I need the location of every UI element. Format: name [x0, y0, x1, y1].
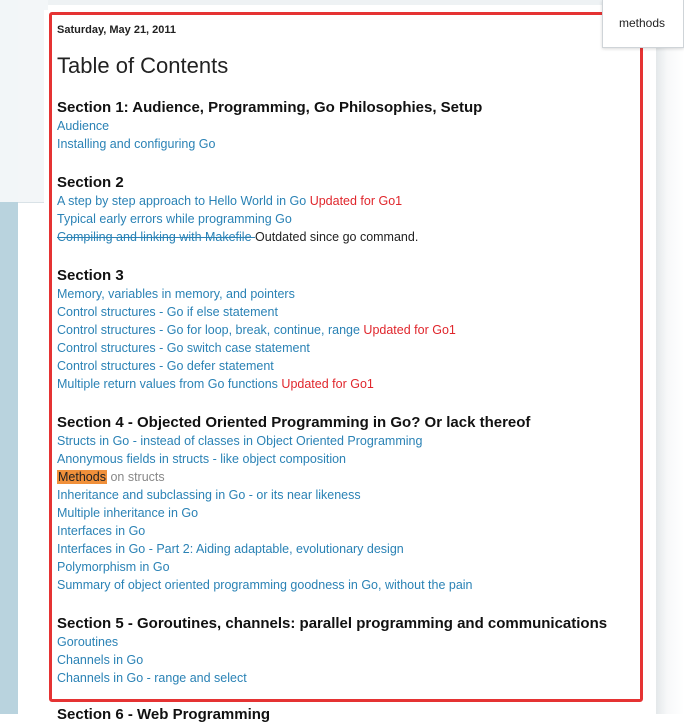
- list-item: [57, 303, 647, 321]
- post-content: [57, 22, 647, 687]
- list-item: [57, 228, 647, 246]
- list-item-text: on structs: [110, 470, 165, 484]
- section-4: [57, 414, 647, 594]
- section-heading: Section 3: [57, 267, 124, 284]
- list-item: [57, 468, 647, 486]
- list-item: [57, 576, 647, 594]
- toc-link[interactable]: Channels in Go - range and select: [57, 671, 247, 685]
- section-2: [57, 174, 647, 246]
- toc-link[interactable]: Typical early errors while programming Go: [57, 212, 292, 226]
- list-item: [57, 504, 647, 522]
- toc-link[interactable]: Inheritance and subclassing in Go - or its near likeness: [57, 488, 361, 502]
- list-item: [57, 558, 647, 576]
- toc-link[interactable]: Summary of object oriented programming goodness in Go, without the pain: [57, 578, 473, 592]
- search-highlight: Methods: [58, 470, 106, 484]
- toc-link[interactable]: A step by step approach to Hello World in Go: [57, 194, 307, 208]
- list-item: [57, 522, 647, 540]
- toc-link[interactable]: Installing and configuring Go: [57, 137, 216, 151]
- updated-note: Updated for Go1: [309, 194, 403, 208]
- list-item: [57, 486, 647, 504]
- section-3: [57, 267, 647, 393]
- section-heading: Section 2: [57, 174, 124, 191]
- toc-link-outdated[interactable]: Compiling and linking with Makefile: [57, 230, 256, 244]
- list-item: [57, 633, 647, 651]
- list-item: [57, 285, 647, 303]
- toc-link[interactable]: Audience: [57, 119, 110, 133]
- outdated-note: Outdated since go command.: [255, 230, 419, 244]
- list-item: [57, 357, 647, 375]
- find-query: methods: [619, 16, 666, 30]
- list-item: [57, 339, 647, 357]
- list-item: [57, 651, 647, 669]
- list-item: [57, 432, 647, 450]
- page-background-left: [0, 0, 18, 714]
- page-title: Table of Contents: [57, 53, 229, 78]
- list-item: [57, 450, 647, 468]
- list-item: [57, 192, 647, 210]
- list-item: [57, 375, 647, 393]
- page-background-top: [18, 0, 684, 5]
- section-1: [57, 99, 647, 153]
- list-item: [57, 669, 647, 687]
- toc-link[interactable]: Polymorphism in Go: [57, 560, 170, 574]
- find-popup[interactable]: [602, 0, 684, 48]
- toc-link[interactable]: Structs in Go - instead of classes in Object Oriented Programming: [57, 434, 423, 448]
- section-5: [57, 615, 647, 687]
- toc-link[interactable]: Interfaces in Go: [57, 524, 146, 538]
- toc-link[interactable]: Interfaces in Go - Part 2: Aiding adaptable, evolutionary design: [57, 542, 404, 556]
- toc-link[interactable]: Control structures - Go switch case statement: [57, 341, 310, 355]
- toc-link[interactable]: Control structures - Go defer statement: [57, 359, 274, 373]
- updated-note: Updated for Go1: [363, 323, 456, 337]
- toc-link[interactable]: Anonymous fields in structs - like object composition: [57, 452, 347, 466]
- toc-link[interactable]: Control structures - Go for loop, break, continue, range: [57, 323, 360, 337]
- list-item: [57, 135, 647, 153]
- toc-link[interactable]: Channels in Go: [57, 653, 144, 667]
- list-item: [57, 210, 647, 228]
- toc-link[interactable]: Multiple inheritance in Go: [57, 506, 199, 520]
- list-item: [57, 117, 647, 135]
- list-item: [57, 540, 647, 558]
- section-heading: Section 6 - Web Programming: [57, 706, 271, 723]
- toc-link[interactable]: Multiple return values from Go functions: [57, 377, 278, 391]
- section-heading: Section 5 - Goroutines, channels: parallel programming and communications: [57, 615, 608, 632]
- toc-link[interactable]: Goroutines: [57, 635, 119, 649]
- post-date: Saturday, May 21, 2011: [57, 24, 177, 36]
- toc-link[interactable]: Control structures - Go if else statement: [57, 305, 278, 319]
- post-column-shadow: [656, 5, 684, 714]
- updated-note: Updated for Go1: [281, 377, 374, 391]
- list-item: [57, 321, 647, 339]
- section-heading: Section 1: Audience, Programming, Go Philosophies, Setup: [57, 99, 483, 116]
- section-heading: Section 4 - Objected Oriented Programming in Go? Or lack thereof: [57, 414, 531, 431]
- toc-link[interactable]: Memory, variables in memory, and pointers: [57, 287, 295, 301]
